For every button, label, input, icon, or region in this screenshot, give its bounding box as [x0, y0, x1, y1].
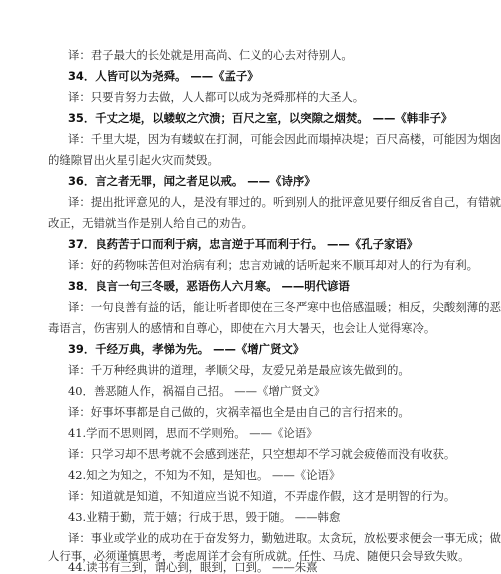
proverb-heading: 35．千丈之堤，以蝼蚁之穴溃；百尺之室，以突隙之烟焚。 ——《韩非子》 — [68, 111, 453, 125]
proverb-heading: 34．人皆可以为尧舜。 ——《孟子》 — [68, 69, 259, 83]
translation-line: 译：君子最大的长处就是用高尚、仁义的心去对待别人。 — [68, 48, 353, 62]
translation-line: 译：千万种经典讲的道理，孝顺父母，友爱兄弟是最应该先做到的。 — [68, 363, 410, 377]
translation-continuation: 改正，无错就当作是别人给自己的劝告。 — [48, 216, 254, 230]
translation-line: 译：事业或学业的成功在于奋发努力，勤勉进取。太贪玩，放松要求便会一事无成；做 — [68, 531, 501, 545]
translation-continuation: 人行事，必须谨慎思考，考虑周详才会有所成就。任性、马虎、随便只会导致失败。 — [48, 549, 470, 563]
translation-continuation: 的缝隙冒出火星引起火灾而焚毁。 — [48, 153, 219, 167]
proverb-line-partial: 44.读书有三到，谓心到，眼到，口到。 ——朱熹 — [68, 560, 318, 574]
translation-line: 译：提出批评意见的人，是没有罪过的。听到别人的批评意见要仔细反省自己，有错就 — [68, 195, 501, 209]
proverb-heading: 38．良言一句三冬暖，恶语伤人六月寒。 ——明代谚语 — [68, 279, 350, 293]
translation-line: 译：知道就是知道，不知道应当说不知道，不弄虚作假，这才是明智的行为。 — [68, 489, 456, 503]
proverb-line: 43.业精于勤，荒于嬉；行成于思，毁于随。 ——韩愈 — [68, 510, 341, 524]
translation-line: 译：只要肯努力去做，人人都可以成为尧舜那样的大圣人。 — [68, 90, 365, 104]
translation-line: 译：好事坏事都是自己做的，灾祸幸福也全是由自己的言行招来的。 — [68, 405, 410, 419]
proverb-line: 42.知之为知之，不知为不知，是知也。 ——《论语》 — [68, 468, 341, 482]
translation-line: 译：只学习却不思考就不会感到迷茫，只空想却不学习就会疲倦而没有收获。 — [68, 447, 456, 461]
translation-line: 译：千里大堤，因为有蝼蚁在打洞，可能会因此而塌掉决堤；百尺高楼，可能因为烟囱 — [68, 132, 501, 146]
proverb-heading: 39．千经万典，孝悌为先。 ——《增广贤文》 — [68, 342, 305, 356]
translation-line: 译：好的药物味苦但对治病有利；忠言劝诫的话听起来不顺耳却对人的行为有利。 — [68, 258, 479, 272]
proverb-line: 41.学而不思则罔，思而不学则殆。 ——《论语》 — [68, 426, 318, 440]
proverb-line: 40．善恶随人作，祸福自己招。 ——《增广贤文》 — [68, 384, 326, 398]
translation-line: 译：一句良善有益的话，能让听者即使在三冬严寒中也倍感温暖；相反，尖酸刻薄的恶 — [68, 300, 501, 314]
proverb-heading: 37．良药苦于口而利于病，忠言逆于耳而利于行。 ——《孔子家语》 — [68, 237, 419, 251]
proverb-heading: 36．言之者无罪，闻之者足以戒。 ——《诗序》 — [68, 174, 316, 188]
translation-continuation: 毒语言，伤害别人的感情和自尊心，即使在六月大暑天，也会让人觉得寒冷。 — [48, 321, 436, 335]
